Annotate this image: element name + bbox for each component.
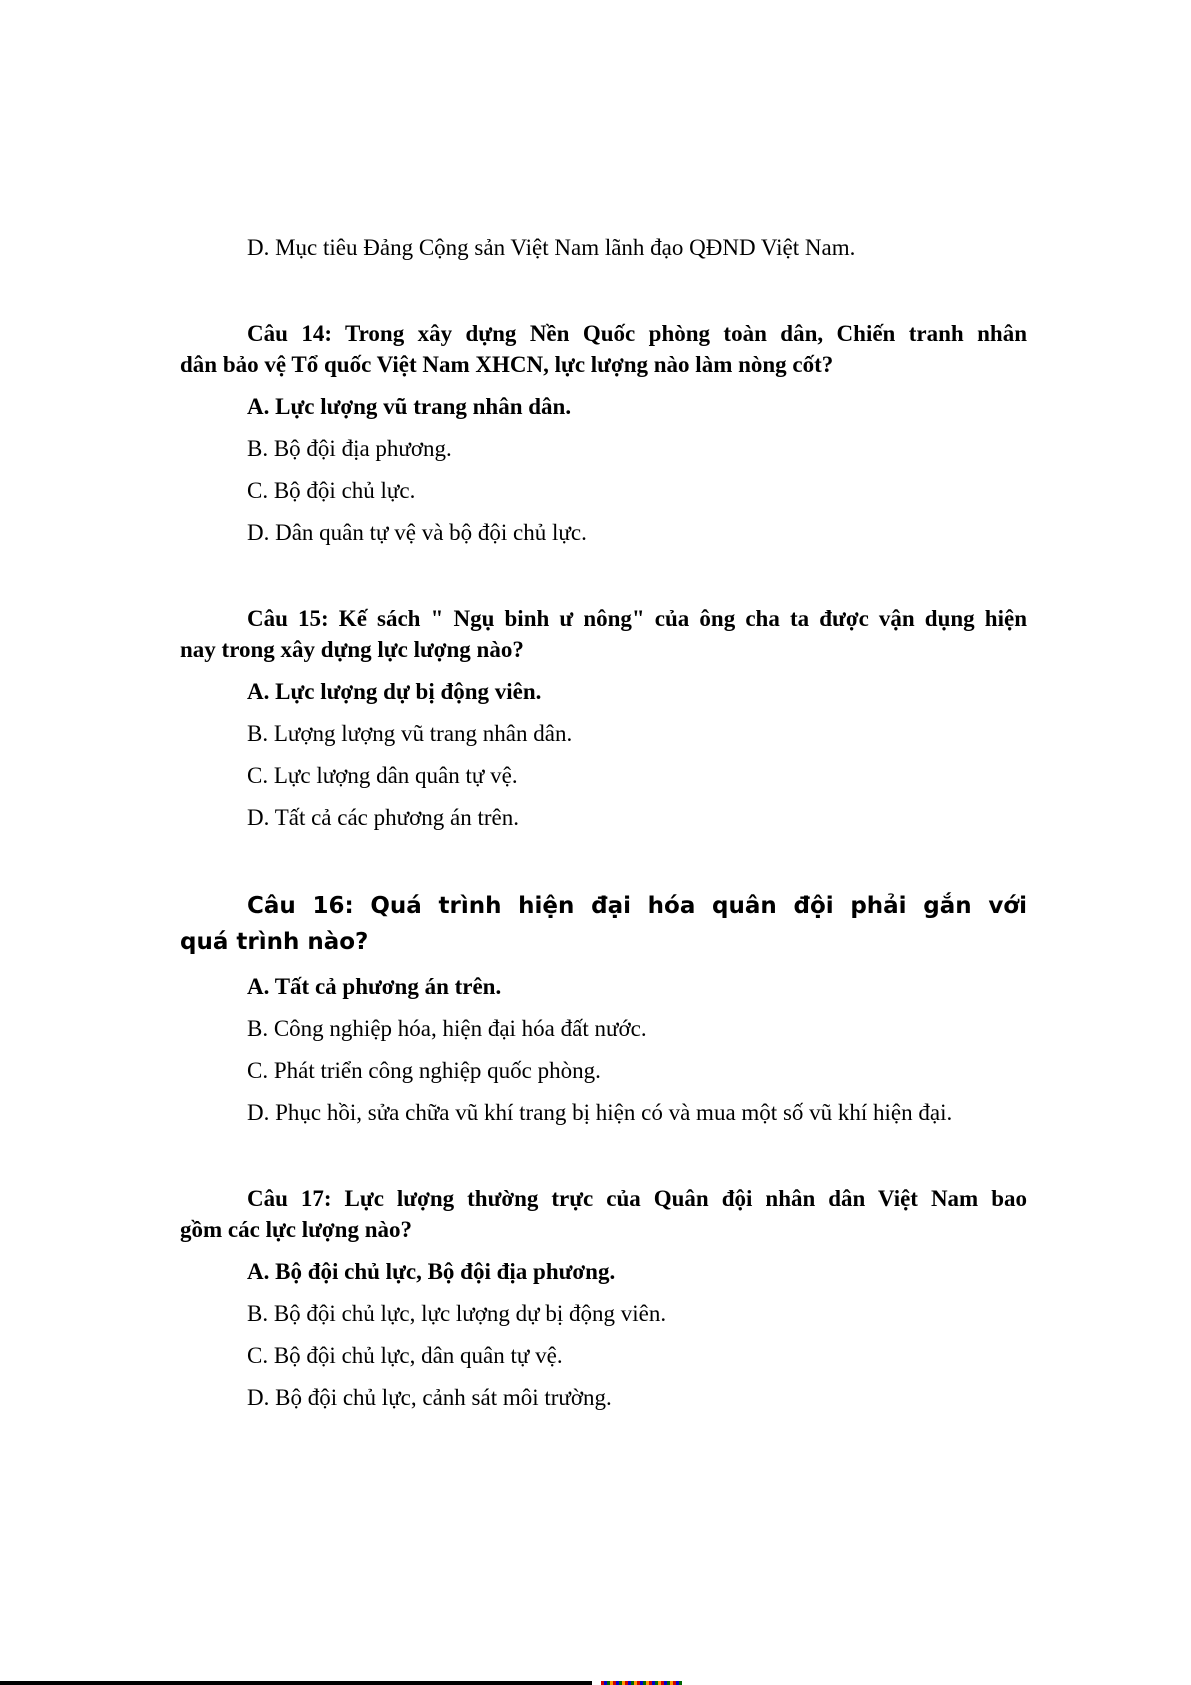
question-17-option-b: B. Bộ đội chủ lực, lực lượng dự bị động viên. bbox=[247, 1301, 667, 1326]
question-16-option-a: A. Tất cả phương án trên. bbox=[247, 974, 502, 999]
question-16-block bbox=[180, 888, 1027, 1128]
question-14-heading bbox=[180, 318, 1027, 380]
question-14-block bbox=[180, 318, 1027, 548]
bottom-black-bar bbox=[0, 1681, 592, 1685]
question-16-heading bbox=[180, 888, 1027, 960]
question-16-heading-line-2: quá trình nào? bbox=[180, 929, 369, 955]
question-14-heading-line-1: Câu 14: Trong xây dựng Nền Quốc phòng toàn dân, Chiến tranh nhân bbox=[247, 321, 1027, 346]
question-15-option-b: B. Lượng lượng vũ trang nhân dân. bbox=[247, 721, 573, 746]
question-16-option-c: C. Phát triển công nghiệp quốc phòng. bbox=[247, 1058, 601, 1083]
question-17-option-a: A. Bộ đội chủ lực, Bộ đội địa phương. bbox=[247, 1259, 616, 1284]
question-17-heading bbox=[180, 1183, 1027, 1245]
question-17-heading-line-1: Câu 17: Lực lượng thường trực của Quân đội nhân dân Việt Nam bao bbox=[247, 1186, 1027, 1211]
question-15-block bbox=[180, 603, 1027, 833]
question-15-option-c: C. Lực lượng dân quân tự vệ. bbox=[247, 763, 518, 788]
question-17-option-d: D. Bộ đội chủ lực, cảnh sát môi trường. bbox=[247, 1385, 612, 1410]
question-15-option-d: D. Tất cả các phương án trên. bbox=[247, 805, 519, 830]
question-14-option-a: A. Lực lượng vũ trang nhân dân. bbox=[247, 394, 572, 419]
question-16-option-b: B. Công nghiệp hóa, hiện đại hóa đất nước. bbox=[247, 1016, 647, 1041]
question-16-option-d: D. Phục hồi, sửa chữa vũ khí trang bị hiện có và mua một số vũ khí hiện đại. bbox=[247, 1100, 953, 1125]
question-17-block bbox=[180, 1183, 1027, 1413]
question-14-heading-line-2: dân bảo vệ Tổ quốc Việt Nam XHCN, lực lượng nào làm nòng cốt? bbox=[180, 352, 834, 377]
question-16-heading-line-1: Câu 16: Quá trình hiện đại hóa quân đội phải gắn với bbox=[247, 893, 1027, 919]
leading-option-d: D. Mục tiêu Đảng Cộng sản Việt Nam lãnh đạo QĐND Việt Nam. bbox=[247, 235, 856, 260]
bottom-color-strip bbox=[601, 1681, 682, 1685]
question-15-heading-line-1: Câu 15: Kế sách " Ngụ binh ư nông" của ông cha ta được vận dụng hiện bbox=[247, 606, 1027, 631]
question-17-heading-line-2: gồm các lực lượng nào? bbox=[180, 1217, 412, 1242]
question-17-option-c: C. Bộ đội chủ lực, dân quân tự vệ. bbox=[247, 1343, 563, 1368]
question-15-heading bbox=[180, 603, 1027, 665]
question-14-option-b: B. Bộ đội địa phương. bbox=[247, 436, 452, 461]
question-14-option-d: D. Dân quân tự vệ và bộ đội chủ lực. bbox=[247, 520, 587, 545]
question-15-option-a: A. Lực lượng dự bị động viên. bbox=[247, 679, 542, 704]
question-15-heading-line-2: nay trong xây dựng lực lượng nào? bbox=[180, 637, 524, 662]
question-14-option-c: C. Bộ đội chủ lực. bbox=[247, 478, 416, 503]
